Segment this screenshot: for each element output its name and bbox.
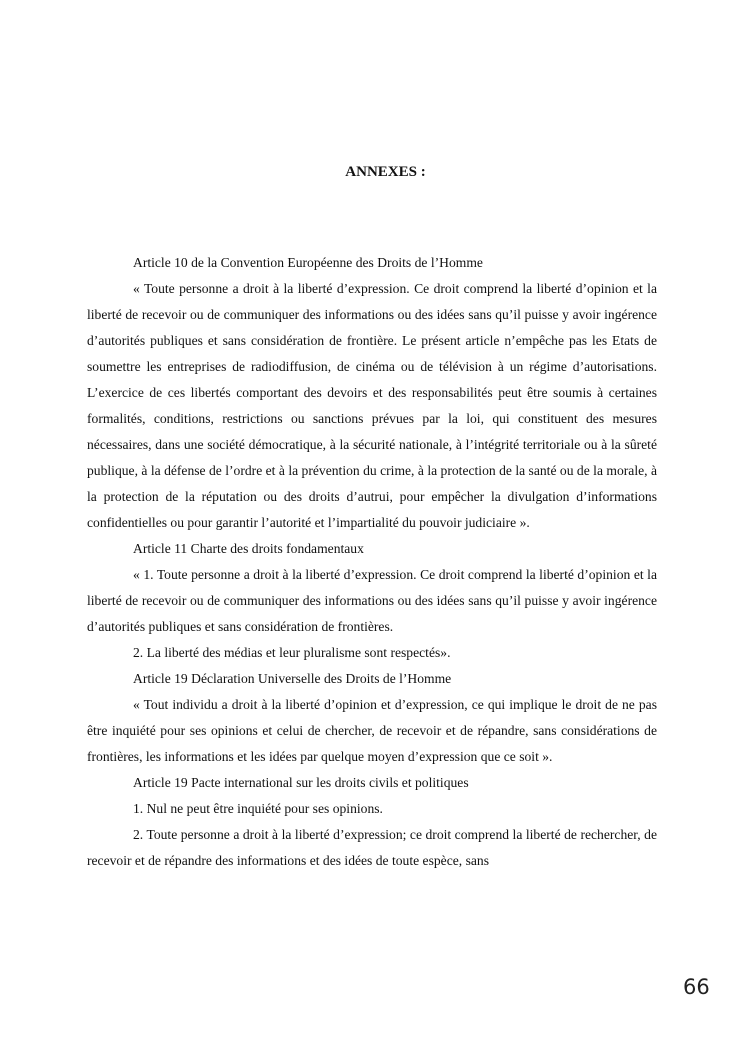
article-10-heading: Article 10 de la Convention Européenne des Droits de l’Homme (133, 255, 483, 270)
article-11-paragraph-2: 2. La liberté des médias et leur pluralisme sont respectés». (133, 645, 451, 660)
article-11-paragraph-1: « 1. Toute personne a droit à la liberté d’expression. Ce droit comprend la liberté d’opinion et la liberté de recevoir ou de communiquer des informations ou des idées sans qu’il puisse y avoir ingérence d’autorités publiques et sans considération de frontières. (87, 567, 657, 634)
article-11-heading: Article 11 Charte des droits fondamentaux (133, 541, 364, 556)
article-19-iccpr-heading: Article 19 Pacte international sur les droits civils et politiques (133, 775, 469, 790)
article-10-text: « Toute personne a droit à la liberté d’expression. Ce droit comprend la liberté d’opinion et la liberté de recevoir ou de communiquer des informations ou des idées sans qu’il puisse y avoir ingérence d’autorités publiques et sans considération de frontière. Le présent article n’empêche pas les Etats de soumettre les entreprises de radiodiffusion, de cinéma ou de télévision à un régime d’autorisations. L’exercice de ces libertés comportant des devoirs et des responsabilités peut être soumis à certaines formalités, conditions, restrictions ou sanctions prévues par la loi, qui constituent des mesures nécessaires, dans une société démocratique, à la sécurité nationale, à l’intégrité territoriale ou à la sûreté publique, à la défense de l’ordre et à la prévention du crime, à la protection de la santé ou de la morale, à la protection de la réputation ou des droits d’autrui, pour empêcher la divulgation d’informations confidentielles ou pour garantir l’autorité et l’impartialité du pouvoir judiciaire ». (87, 281, 657, 530)
article-19-udhr-text: « Tout individu a droit à la liberté d’opinion et d’expression, ce qui implique le droit de ne pas être inquiété pour ses opinions et celui de chercher, de recevoir et de répandre, sans considérations de frontières, les informations et les idées par quelque moyen d’expression que ce soit ». (87, 697, 657, 764)
page-title: ANNEXES : (345, 164, 426, 180)
article-19-iccpr-paragraph-1: 1. Nul ne peut être inquiété pour ses opinions. (133, 801, 383, 816)
article-19-iccpr-paragraph-2: 2. Toute personne a droit à la liberté d’expression; ce droit comprend la liberté de rechercher, de recevoir et de répandre des informations et des idées de toute espèce, sans (87, 827, 657, 868)
article-19-udhr-heading: Article 19 Déclaration Universelle des Droits de l’Homme (133, 671, 452, 686)
page-number: 66 (683, 975, 710, 999)
document-body (87, 250, 657, 874)
